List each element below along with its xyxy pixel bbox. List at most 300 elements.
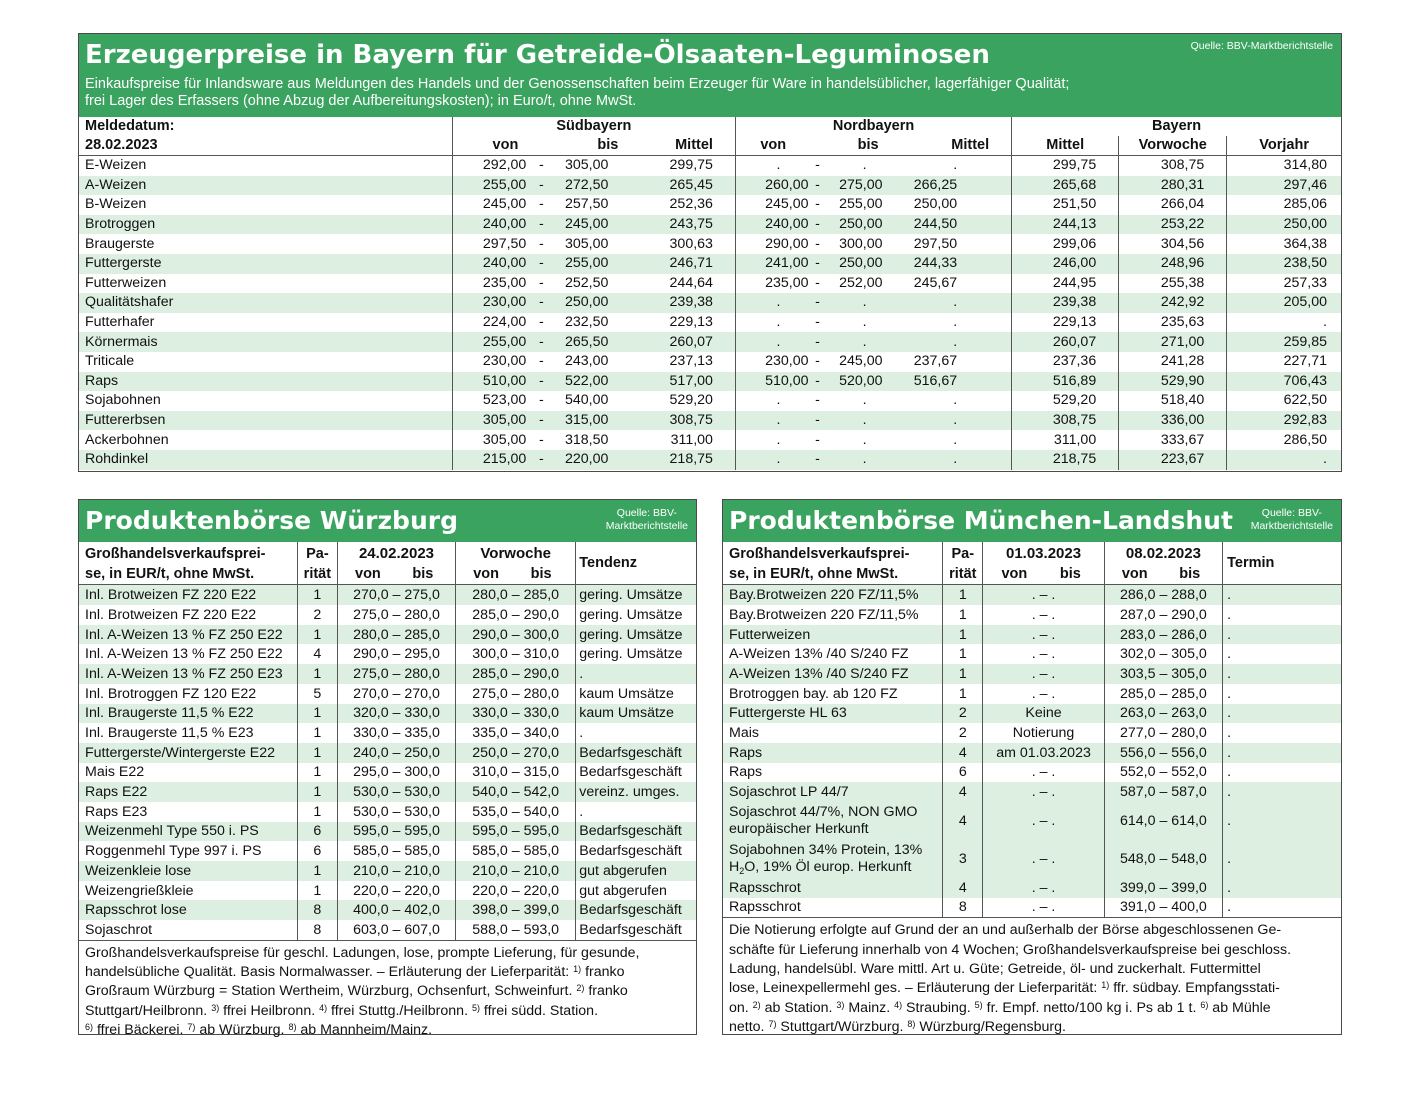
sued-von: 245,00 [452,195,534,215]
bayern-mittel: 244,95 [1012,274,1119,294]
bayern-vorwoche: 518,40 [1119,391,1227,411]
bayern-vorjahr: 285,06 [1227,195,1341,215]
bayern-vorjahr: 706,43 [1227,372,1341,392]
sued-bis: 540,00 [564,392,609,409]
product-name: Weizenkleie lose [79,861,297,881]
wuerzburg-vorwoche-header: Vorwoche [456,542,576,565]
price-previous: 287,0 – 290,0 [1104,605,1222,625]
paritaet: 1 [943,644,983,664]
nord-von: . [735,156,810,176]
sued-von: 297,50 [452,234,534,254]
tendenz: gut abgerufen [576,861,696,881]
price-current: . – . [983,605,1104,625]
sued-bis: 232,50 [564,314,609,331]
sued-mittel: 529,20 [669,392,713,409]
price-current: . – . [983,664,1104,684]
price-current: Keine [983,704,1104,724]
nord-dash: - [811,411,825,431]
crop-name: Qualitätshafer [79,293,452,313]
bayern-title: Erzeugerpreise in Bayern für Getreide-Ölsaaten-Leguminosen [85,40,990,70]
muenchen-d1-bis-header: bis [1059,566,1081,583]
nord-mittel: 237,67 [913,353,958,370]
nord-von: . [735,293,810,313]
muenchen-note-line-6: netto. $^{7)}$ Stuttgart/Würzburg. $^{8)}$ Würzburg/Regensburg. [729,1018,1066,1035]
paritaet: 1 [943,605,983,625]
crop-name: B-Weizen [85,196,147,213]
table-row [79,782,696,802]
bayern-vorwoche: 253,22 [1119,215,1227,235]
price-previous: 614,0 – 614,0 [1104,802,1222,840]
tendenz: gering. Umsätze [576,585,696,605]
price-previous: 552,0 – 552,0 [1104,763,1222,783]
table-row [79,254,1341,274]
bayern-panel [78,33,1342,472]
sued-von: 240,00 [452,254,534,274]
termin: . [1223,802,1341,840]
tendenz: Bedarfsgeschäft [576,743,696,763]
nord-mittel: . [953,157,958,174]
paritaet: 1 [943,585,983,605]
wuerzburg-note-line-5: $^{6)}$ ffrei Bäckerei. $^{7)}$ ab Würzburg. $^{8)}$ ab Mannheim/Mainz. [85,1021,433,1038]
table-row [723,782,1341,802]
crop-name: Futterweizen [85,274,167,291]
bayern-vorwoche: 271,00 [1119,332,1227,352]
price-current: 295,0 – 300,0 [337,763,455,783]
nord-bis: 250,00 [825,215,905,235]
table-row [79,900,696,920]
product-name: Bay.Brotweizen 220 FZ/11,5% [729,606,919,623]
bayern-vorjahr: 286,50 [1227,430,1341,450]
sued-von: 510,00 [452,372,534,392]
sued-mittel: 260,07 [628,332,735,352]
bayern-mittel-header: Mittel [1012,136,1119,156]
table-row [79,274,1341,294]
muenchen-product-header-1: Großhandelsverkaufsprei- [729,546,910,563]
price-current: 530,0 – 530,0 [337,802,455,822]
table-row [79,450,1341,470]
sued-von: 255,00 [452,332,534,352]
table-row [723,802,1341,840]
paritaet: 6 [943,763,983,783]
price-current: 330,0 – 335,0 [337,723,455,743]
bayern-mittel: 529,20 [1012,391,1119,411]
tendenz: Bedarfsgeschäft [576,920,696,940]
product-name: A-Weizen 13% /40 S/240 FZ [723,664,943,684]
bayern-vorjahr: 238,50 [1227,254,1341,274]
suedbayern-header: Südbayern [452,117,735,136]
wuerzburg-tendenz-header: Tendenz [576,542,696,585]
nord-mittel: 245,67 [913,274,958,291]
sued-bis: 265,50 [548,332,628,352]
bayern-vorjahr: . [1227,450,1341,470]
paritaet: 1 [297,881,337,901]
sued-mittel: 243,75 [628,215,735,235]
muenchen-d2-von-header: von [1121,566,1148,583]
table-row [79,802,696,822]
muenchen-note-line-4: lose, Leinexpellermehl ges. – Erläuterung der Lieferparität: $^{1)}$ ffr. südbay. Empfangsstati- [729,980,1280,997]
nord-mittel: . [953,431,958,448]
price-previous: 250,0 – 270,0 [456,743,576,763]
tendenz: Bedarfsgeschäft [576,900,696,920]
table-row [79,684,696,704]
bayern-vorwoche: 242,92 [1119,293,1227,313]
termin: . [1223,840,1341,878]
nord-dash: - [815,235,820,252]
table-row [79,763,696,783]
price-current: 595,0 – 595,0 [337,822,455,842]
wuerzburg-vw-von-header: von [473,566,499,583]
tendenz: . [576,802,696,822]
paritaet: 1 [297,802,337,822]
sued-von-header: von [452,136,534,156]
tendenz: . [576,664,696,684]
bayern-mittel: 229,13 [1012,313,1119,333]
sued-dash: - [534,332,548,352]
product-name: Rapsschrot [723,898,943,918]
nord-dash: - [815,274,820,291]
table-row [79,723,696,743]
product-name: Inl. Braugerste 11,5 % E23 [85,725,254,742]
bayern-mittel: 265,68 [1012,176,1119,196]
nord-von: 290,00 [735,234,810,254]
table-row [79,861,696,881]
wuerzburg-product-header-1: Großhandelsverkaufsprei- [85,546,266,563]
price-current: 220,0 – 220,0 [337,881,455,901]
sued-bis: 318,50 [564,431,609,448]
nord-dash: - [815,431,820,448]
termin: . [1223,743,1341,763]
nord-bis: 520,00 [825,372,905,392]
product-name: Sojaschrot LP 44/7 [723,782,943,802]
product-name: Weizenmehl Type 550 i. PS [79,822,297,842]
nord-von: . [735,391,810,411]
paritaet: 1 [297,782,337,802]
paritaet: 1 [297,723,337,743]
nord-von: 510,00 [735,372,810,392]
table-row [723,605,1341,625]
sued-dash: - [538,157,544,174]
termin: . [1223,782,1341,802]
price-previous: 588,0 – 593,0 [456,920,576,940]
nord-bis: 300,00 [839,235,883,252]
wuerzburg-footnote [79,940,696,1042]
wuerzburg-header [79,500,696,542]
price-current: . – . [983,644,1104,664]
muenchen-d2-bis-header: bis [1179,566,1201,583]
bayern-vorjahr-header: Vorjahr [1227,136,1341,156]
paritaet: 6 [297,822,337,842]
nord-mittel: . [905,332,1012,352]
price-current: 210,0 – 210,0 [337,861,455,881]
bayern-vorwoche-header: Vorwoche [1119,136,1227,156]
bayern-vorwoche: 280,31 [1119,176,1227,196]
product-name: Mais E22 [85,764,145,781]
product-name: Brotroggen bay. ab 120 FZ [729,685,898,702]
price-previous: 277,0 – 280,0 [1104,723,1222,743]
nord-bis: 255,00 [839,196,883,213]
table-row [723,723,1341,743]
termin: . [1223,704,1341,724]
product-name: Raps E23 [85,803,148,820]
price-current: 603,0 – 607,0 [337,920,455,940]
product-name: Inl. A-Weizen 13 % FZ 250 E23 [79,664,297,684]
table-row [79,664,696,684]
price-previous: 280,0 – 285,0 [456,585,576,605]
nord-von: . [735,313,810,333]
table-row [79,881,696,901]
paritaet: 4 [297,644,337,664]
sued-mittel: 517,00 [628,372,735,392]
nord-dash: - [811,450,825,470]
sued-bis: 305,00 [564,157,609,174]
nord-mittel: . [953,392,958,409]
bayern-vorwoche: 235,63 [1119,313,1227,333]
price-current: am 01.03.2023 [983,743,1104,763]
table-row [723,763,1341,783]
wuerzburg-paritaet-header-2: rität [303,566,332,583]
sued-bis-header: bis [548,136,628,156]
termin: . [1223,898,1341,918]
nord-dash: - [815,157,820,174]
meldedatum-date: 28.02.2023 [79,136,452,156]
nord-von: . [735,430,810,450]
nord-mittel: 266,25 [905,176,1012,196]
price-previous: 548,0 – 548,0 [1104,840,1222,878]
bayern-vorwoche: 266,04 [1119,195,1227,215]
crop-name: Ackerbohnen [85,431,169,448]
nord-bis: . [862,392,867,409]
price-current: 280,0 – 285,0 [337,625,455,645]
price-current: 290,0 – 295,0 [337,644,455,664]
sued-bis: 250,00 [548,293,628,313]
sued-von: 255,00 [452,176,534,196]
muenchen-note-line-2: schäfte für Lieferung innerhalb von 4 Wochen; Großhandelsverkaufspreise bei geschloss. [729,941,1292,958]
table-row [79,605,696,625]
price-current: . – . [983,684,1104,704]
bayern-vorjahr: 622,50 [1227,391,1341,411]
price-previous: 285,0 – 290,0 [456,605,576,625]
paritaet: 2 [943,723,983,743]
bayern-source: Quelle: BBV-Marktberichtstelle [1190,40,1333,52]
nord-mittel: 244,50 [905,215,1012,235]
sued-dash: - [534,411,548,431]
sued-mittel: 244,64 [669,274,713,291]
product-name: Raps E22 [79,782,297,802]
table-row [79,920,696,940]
table-row [723,585,1341,605]
wuerzburg-paritaet-header-1: Pa- [306,546,329,563]
price-previous: 302,0 – 305,0 [1104,644,1222,664]
product-name: Futtergerste/Wintergerste E22 [79,743,297,763]
bayern-vorjahr: 314,80 [1227,156,1341,176]
crop-name: Sojabohnen [85,392,161,409]
sued-mittel: 229,13 [669,314,713,331]
table-row [723,664,1341,684]
price-current: . – . [983,802,1104,840]
product-name: Roggenmehl Type 997 i. PS [85,843,262,860]
bayern-mittel: 246,00 [1012,254,1119,274]
muenchen-source-1: Quelle: BBV- [1261,507,1322,519]
muenchen-product-header-2: se, in EUR/t, ohne MwSt. [729,566,899,583]
price-previous: 310,0 – 315,0 [456,763,576,783]
bayern-vorwoche: 248,96 [1119,254,1227,274]
nord-mittel: . [905,450,1012,470]
table-row [723,644,1341,664]
sued-von: 235,00 [452,274,534,294]
bayern-mittel: 260,07 [1012,332,1119,352]
nord-bis: 250,00 [825,254,905,274]
sued-von: 224,00 [452,313,534,333]
nord-dash: - [811,176,825,196]
table-row [723,684,1341,704]
product-name: Inl. Braugerste 11,5 % E22 [79,704,297,724]
wuerzburg-vw-bis-header: bis [530,566,552,583]
product-name: Raps [723,743,943,763]
bayern-mittel: 244,13 [1012,215,1119,235]
sued-dash: - [534,215,548,235]
muenchen-title: Produktenbörse München-Landshut [729,506,1233,535]
muenchen-header [723,500,1341,542]
paritaet: 1 [297,861,337,881]
sued-bis: 255,00 [548,254,628,274]
bayern-mittel: 218,75 [1012,450,1119,470]
nord-dash: - [815,314,820,331]
nord-mittel: . [905,293,1012,313]
product-name: Sojaschrot 44/7%, NON GMO [729,803,918,820]
paritaet: 1 [297,664,337,684]
bayern-header-col: Bayern [1012,117,1341,136]
sued-mittel: 218,75 [628,450,735,470]
wuerzburg-note-line-4: Stuttgart/Heilbronn. $^{3)}$ ffrei Heilbronn. $^{4)}$ ffrei Stuttg./Heilbronn. $^{5)}$ ffrei südd. Station. [85,1002,599,1019]
price-current: 270,0 – 275,0 [337,585,455,605]
termin: . [1223,644,1341,664]
muenchen-note-line-5: on. $^{2)}$ ab Station. $^{3)}$ Mainz. $^{4)}$ Straubing. $^{5)}$ fr. Empf. netto/100 kg i. Ps ab 1 t. $^{6)}$ ab Mühle [729,999,1271,1016]
table-row [79,313,1341,333]
paritaet: 8 [297,920,337,940]
muenchen-note-line-1: Die Notierung erfolgte auf Grund der an und außerhalb der Börse abgeschlossenen Ge- [729,922,1282,939]
sued-von: 523,00 [452,391,534,411]
price-current: 275,0 – 280,0 [337,664,455,684]
bayern-vorwoche: 529,90 [1119,372,1227,392]
sued-bis: 243,00 [564,353,609,370]
muenchen-d1-von-header: von [1001,566,1028,583]
nord-bis: . [825,450,905,470]
paritaet: 3 [943,840,983,878]
table-row [79,352,1341,372]
nord-bis: 245,00 [839,353,883,370]
crop-name: Brotroggen [79,215,452,235]
paritaet: 1 [297,763,337,783]
muenchen-paritaet-header-1: Pa- [951,546,975,563]
wuerzburg-note-line-2: handelsübliche Qualität. Basis Normalwasser. – Erläuterung der Lieferparität: $^{1)}$ franko [85,964,625,981]
muenchen-note-line-3: Ladung, handelsübl. Ware mittl. Art u. Güte; Getreide, öl- und zuckerhalt. Futtermittel [729,960,1261,977]
termin: . [1223,878,1341,898]
bayern-vorjahr: 205,00 [1227,293,1341,313]
sued-dash: - [534,254,548,274]
table-row [79,195,1341,215]
paritaet: 4 [943,878,983,898]
nord-mittel-header: Mittel [905,136,1012,156]
table-row [79,841,696,861]
bayern-mittel: 308,75 [1012,411,1119,431]
bayern-vorwoche: 255,38 [1119,274,1227,294]
sued-bis: 272,50 [548,176,628,196]
bayern-mittel: 239,38 [1012,293,1119,313]
nord-von: 245,00 [735,195,810,215]
price-previous: 283,0 – 286,0 [1104,625,1222,645]
price-previous: 540,0 – 542,0 [456,782,576,802]
crop-name: A-Weizen [79,176,452,196]
nord-mittel: 244,33 [905,254,1012,274]
termin: . [1223,664,1341,684]
wuerzburg-cur-von-header: von [355,566,381,583]
product-name: Raps [729,764,763,781]
tendenz: kaum Umsätze [576,684,696,704]
price-current: . – . [983,898,1104,918]
bayern-vorjahr: 297,46 [1227,176,1341,196]
paritaet: 6 [297,841,337,861]
nord-von: . [735,450,810,470]
bayern-vorjahr: 364,38 [1227,234,1341,254]
nord-bis: . [862,314,867,331]
table-row [79,644,696,664]
wuerzburg-date-header: 24.02.2023 [337,542,455,565]
sued-mittel: 239,38 [628,293,735,313]
price-current: . – . [983,840,1104,878]
table-row [79,215,1341,235]
table-row [79,332,1341,352]
sued-mittel: 265,45 [628,176,735,196]
product-name-2: $H_2O$, 19% Öl europ. Herkunft [729,858,912,876]
sued-bis: 245,00 [548,215,628,235]
bayern-subtitle-1: Einkaufspreise für Inlandsware aus Meldungen des Handels und der Genossenschaften beim Erzeuger für Ware in handelsüblicher, lagerfähiger Qualität; [85,76,1070,92]
paritaet: 1 [297,625,337,645]
sued-mittel: 299,75 [669,157,713,174]
paritaet: 4 [943,782,983,802]
price-previous: 290,0 – 300,0 [456,625,576,645]
nord-dash: - [811,215,825,235]
sued-bis: 522,00 [548,372,628,392]
table-row [79,293,1341,313]
sued-dash: - [538,235,544,252]
price-current: . – . [983,878,1104,898]
price-current: 240,0 – 250,0 [337,743,455,763]
nord-bis: . [825,411,905,431]
wuerzburg-title: Produktenbörse Würzburg [85,506,458,535]
sued-dash: - [538,314,544,331]
bayern-vorjahr: 259,85 [1227,332,1341,352]
wuerzburg-product-header-2: se, in EUR/t, ohne MwSt. [85,566,255,583]
nord-dash: - [811,332,825,352]
sued-dash: - [534,372,548,392]
tendenz: . [576,723,696,743]
price-previous: 556,0 – 556,0 [1104,743,1222,763]
nord-bis: . [825,293,905,313]
termin: . [1223,605,1341,625]
price-previous: 285,0 – 285,0 [1104,684,1222,704]
sued-dash: - [538,196,544,213]
price-previous: 587,0 – 587,0 [1104,782,1222,802]
table-row [723,625,1341,645]
termin: . [1223,723,1341,743]
product-name: Inl. A-Weizen 13 % FZ 250 E22 [85,646,283,663]
wuerzburg-cur-bis-header: bis [412,566,434,583]
table-row [723,878,1341,898]
crop-name: Futtererbsen [79,411,452,431]
wuerzburg-source-2: Marktberichtstelle [605,520,688,532]
sued-von: 305,00 [452,411,534,431]
sued-von: 215,00 [452,450,534,470]
